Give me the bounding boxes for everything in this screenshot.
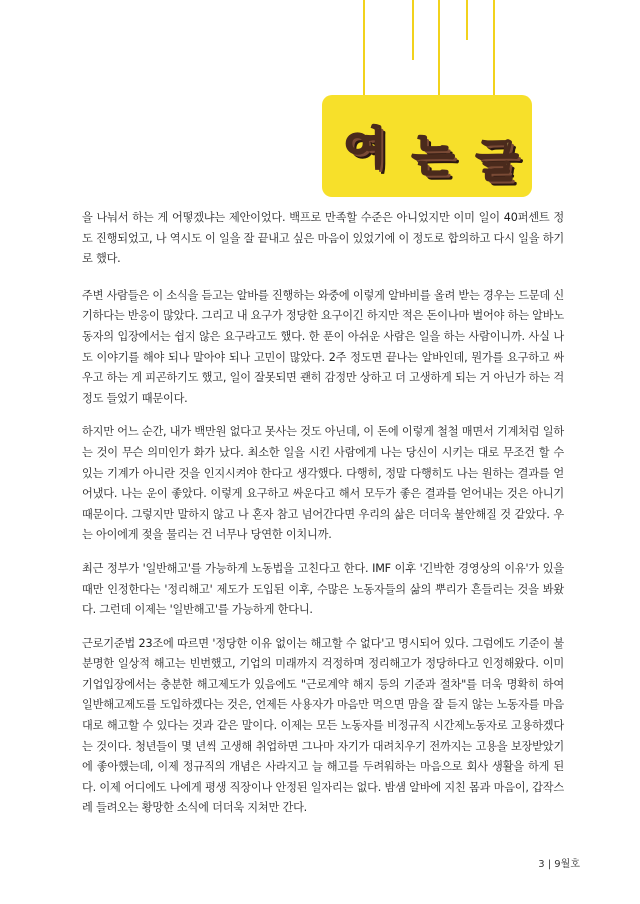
title-char-3: 글 [475, 136, 519, 187]
page-number: 3 | 9월호 [538, 859, 580, 870]
paragraph-5: 근로기준법 23조에 따르면 '정당한 이유 없이는 해고할 수 없다'고 명시되어 있다. 그럼에도 기준이 불분명한 일상적 해고는 빈번했고, 기업의 미래까지 걱정하며 정리해고가 정당하다고 인정해왔다. 이미 기업입장에서는 충분한 해고제도가 있음에도 "근로계약 해지 등의 기준과 절차"를 더욱 명확히 하여 일반해고제도를 도입하겠다는 것은, 언제든 사용자가 마음만 먹으면 맘을 잘 듣지 않는 노동자를 마음대로 해고할 수 있다는 것과 같은 말이다. 이제는 모든 노동자를 비정규직 시간제노동자로 고용하겠다는 것이다. 청년들이 몇 년씩 고생해 취업하면 그나마 자기가 대려치우기 전까지는 고용을 보장받았기에 좋아했는데, 이제 정규직의 개념은 사라지고 늘 해고를 두려워하는 마음으로 회사 생활을 하게 된다. 이제 어디에도 나에게 평생 직장이나 안정된 일자리는 없다. 밤샘 알바에 지친 몸과 마음이, 갑작스레 들려오는 황망한 소식에 더더욱 지쳐만 간다. [82, 636, 564, 815]
article-body [82, 208, 564, 832]
title-char-2: 는 [411, 131, 455, 182]
hanging-line-2 [412, 0, 414, 60]
title-banner [0, 0, 640, 210]
paragraph-2: 주변 사람들은 이 소식을 듣고는 알바를 진행하는 와중에 이렇게 알바비를 올려 받는 경우는 드문데 신기하다는 반응이 많았다. 그리고 내 요구가 정당한 요구이긴 하지만 적은 돈이나마 벌어야 하는 알바노동자의 입장에서는 쉽지 않은 요구라고도 했다. 한 푼이 아쉬운 사람은 일을 하는 사람이니까. 사실 나도 이야기를 해야 되나 말아야 되나 고민이 많았다. 2주 정도면 끝나는 알바인데, 뭔가를 요구하고 싸우고 하는 게 피곤하기도 했고, 일이 잘못되면 괜히 감정만 상하고 더 고생하게 되는 거 아닌가 하는 걱정도 들었기 때문이다. [82, 288, 564, 405]
hanging-line-4 [466, 0, 468, 40]
paragraph-4: 최근 정부가 '일반해고'를 가능하게 노동법을 고친다고 한다. IMF 이후 '긴박한 경영상의 이유'가 있을 때만 인정한다는 '정리해고' 제도가 도입된 이후, 수많은 노동자들의 삶의 뿌리가 흔들리는 것을 봐왔다. 그런데 이제는 '일반해고'를 가능하게 한다니. [82, 561, 564, 617]
paragraph-1: 을 나눠서 하는 게 어떻겠냐는 제안이었다. 백프로 만족할 수준은 아니었지만 이미 일이 40퍼센트 정도 진행되었고, 나 역시도 이 일을 잘 끝내고 싶은 마음이 있었기에 이 정도로 합의하고 다시 일을 하기로 했다. [82, 211, 564, 266]
paragraph-3: 하지만 어느 순간, 내가 백만원 없다고 못사는 것도 아닌데, 이 돈에 이렇게 철철 매면서 기계처럼 일하는 것이 무슨 의미인가 화가 났다. 최소한 일을 시킨 사람에게 나는 당신이 시키는 대로 무조건 할 수 있는 기계가 아니란 것을 인지시켜야 한다고 생각했다. 다행히, 정말 다행히도 나는 원하는 결과를 얻어냈다. 나는 운이 좋았다. 이렇게 요구하고 싸운다고 해서 모두가 좋은 결과를 얻어내는 것은 아니기 때문이다. 그렇지만 말하지 않고 나 혼자 참고 넘어간다면 우리의 삶은 더더욱 불안해질 것 같았다. 우는 아이에게 젖을 물리는 건 너무나 당연한 이치니까. [82, 425, 564, 542]
title-char-1: 여 [343, 123, 387, 174]
